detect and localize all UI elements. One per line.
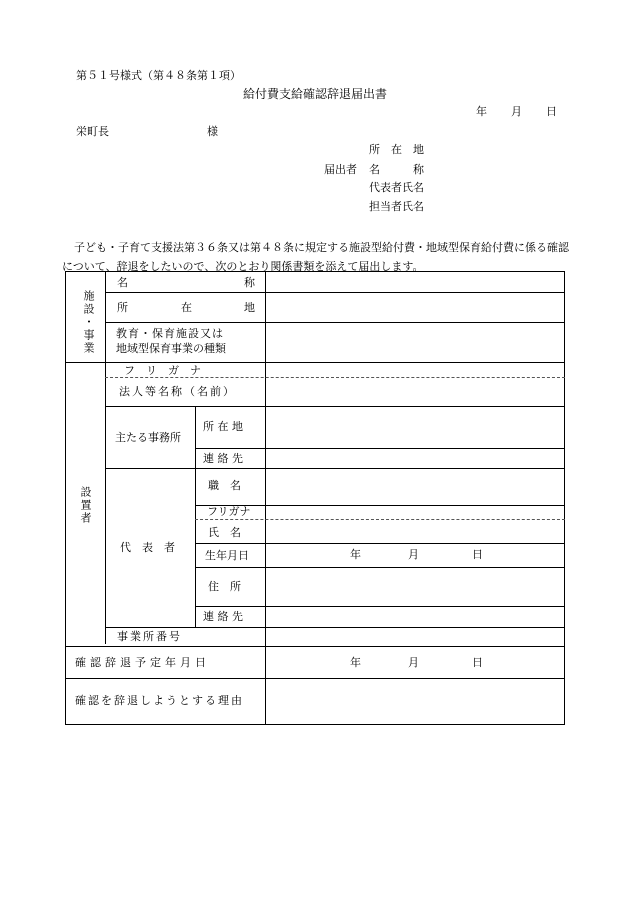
applicant-label: 届出者 — [324, 163, 357, 176]
section-facility: 施設・事業 — [82, 290, 95, 355]
facility-location-label-b: 在 — [181, 301, 192, 314]
rep-title-label: 職 名 — [208, 479, 241, 492]
date-year: 年 — [476, 105, 487, 118]
applicant-contact-person-label: 担当者氏名 — [369, 200, 424, 213]
office-number-label: 事業所番号 — [117, 630, 182, 643]
withdrawal-year: 年 — [350, 656, 361, 669]
facility-name-label-b: 称 — [244, 276, 255, 289]
rep-furigana-label: フリガナ — [207, 505, 251, 518]
withdrawal-month: 月 — [408, 656, 419, 669]
section-establisher: 設置者 — [79, 486, 92, 525]
rep-birth-year: 年 — [350, 548, 361, 561]
withdrawal-date-label: 確認辞退予定年月日 — [75, 656, 210, 669]
establisher-furigana-label: フ リ ガ ナ — [124, 364, 201, 377]
date-month: 月 — [511, 105, 522, 118]
applicant-location-label: 所 在 地 — [369, 143, 424, 156]
office-location-label: 所 在 地 — [203, 420, 243, 433]
main-office-label: 主たる事務所 — [115, 431, 181, 444]
applicant-name-label: 名 称 — [369, 163, 424, 176]
rep-birth-month: 月 — [408, 548, 419, 561]
withdrawal-day: 日 — [472, 656, 483, 669]
facility-type-label-1: 教育・保育施設又は — [116, 327, 224, 340]
intro-paragraph: 子ども・子育て支援法第３６条又は第４８条に規定する施設型給付費・地域型保育給付費に係る確認について、辞退をしたいので、次のとおり関係書類を添えて届出します。 — [62, 241, 569, 273]
recipient-name: 栄町長 — [76, 125, 109, 138]
representative-label: 代 表 者 — [120, 541, 175, 554]
office-contact-label: 連 絡 先 — [203, 452, 243, 465]
facility-type-label-2: 地域型保育事業の種類 — [116, 342, 226, 355]
applicant-representative-label: 代表者氏名 — [369, 181, 424, 194]
establisher-corp-name-label: 法人等名称（名前） — [119, 385, 236, 398]
facility-location-label-c: 地 — [244, 301, 255, 314]
rep-birth-day: 日 — [472, 548, 483, 561]
rep-address-label: 住 所 — [208, 580, 241, 593]
document-title: 給付費支給確認辞退届出書 — [243, 87, 388, 101]
withdrawal-reason-label: 確認を辞退しようとする理由 — [75, 694, 244, 707]
recipient-honorific: 様 — [207, 125, 218, 138]
facility-name-label-a: 名 — [117, 276, 128, 289]
rep-birth-label: 生年月日 — [205, 549, 249, 562]
date-day: 日 — [546, 105, 557, 118]
facility-location-label-a: 所 — [117, 301, 128, 314]
rep-name-label: 氏 名 — [208, 526, 241, 539]
rep-contact-label: 連 絡 先 — [203, 610, 243, 623]
form-number: 第５１号様式（第４８条第１項） — [76, 69, 241, 82]
